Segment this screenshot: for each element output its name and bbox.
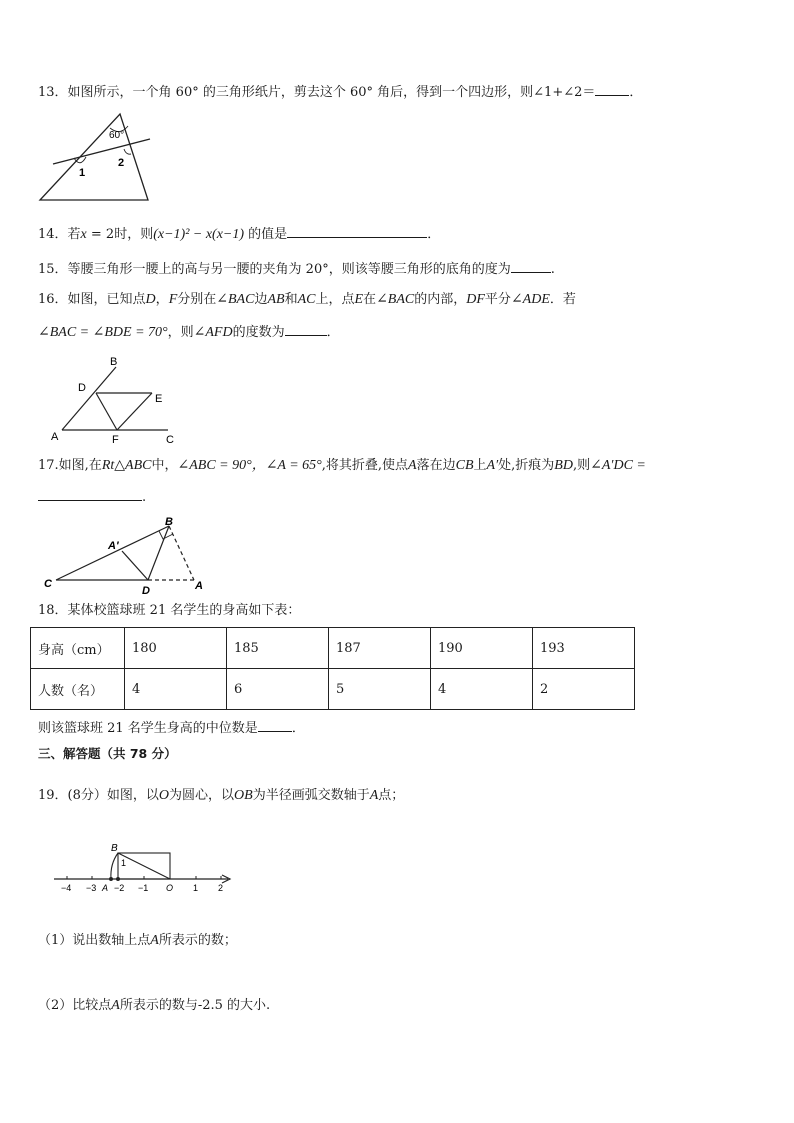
q17-line2: . [38,488,146,507]
q17-line-ApD [122,551,148,580]
table-row [31,628,635,669]
tick-label: 1 [193,883,199,893]
arc-from-B [111,853,118,879]
tick-label: −4 [61,883,72,893]
tick-label: −2 [114,883,125,893]
q17-line-CB [56,526,169,580]
q13-label-1: 1 [79,167,86,179]
q19-part1: （1）说出数轴上点A所表示的数； [38,933,237,948]
table-header-count: 人数（名） [31,669,125,710]
q17-label-A: A [195,580,203,592]
table-cell: 2 [533,669,635,710]
q16-label-F: F [112,434,119,446]
table-cell: 185 [227,628,329,669]
tick-label: 2 [218,883,224,893]
q14-expression: (x−1)² − x(x−1) [153,227,245,242]
table-cell: 5 [329,669,431,710]
point-m2-dot [116,877,120,881]
q18-question: 则该篮球班 21 名学生身高的中位数是 ． [38,721,305,736]
q18-text: 18．某体校篮球班 21 名学生的身高如下表： [38,603,301,618]
q14-answer-blank[interactable] [287,225,427,238]
q16-condition: ∠BAC = ∠BDE = 70° [38,325,168,340]
q17-label-Ap: A′ [108,540,119,552]
q17-line1: 17.如图,在Rt△ABC中，∠ABC = 90°，∠A = 65°,将其折叠,使点A落在边CB上A′处,折痕为BD,则∠A′DC = [38,458,646,473]
tick-label-O: O [166,883,174,893]
tick-label-A: A [102,883,109,893]
q13-label-60: 60° [109,130,125,141]
table-header-height: 身高（cm） [31,628,125,669]
q19-text: 19．(8分）如图，以O为圆心，以OB为半径画弧交数轴于A点； [38,788,405,803]
q17-condition: ∠ABC = 90°，∠A = 65° [177,458,322,473]
q16-label-C: C [166,434,174,446]
q13-answer-blank[interactable] [595,83,629,96]
table-cell: 4 [431,669,533,710]
q15-text: 15．等腰三角形一腰上的高与另一腰的夹角为 20°，则该等腰三角形的底角的度为 . [38,262,555,277]
q16-line2: ∠BAC = ∠BDE = 70°，则∠AFD的度数为 ． [38,325,340,340]
q16-label-A: A [51,431,59,443]
q17-figure [42,514,212,596]
q19-number-line-figure [50,838,240,896]
q17-label-B: B [165,516,173,528]
q16-line-EF [117,393,152,430]
label-1: 1 [121,858,127,868]
q16-label-E: E [155,393,163,405]
q13-stem: 13．如图所示，一个角 60° 的三角形纸片，剪去这个 60° 角后，得到一个四边形，则∠1+∠2＝ [38,85,596,100]
q19-part2: （2）比较点A所表示的数与-2.5 的大小. [38,998,271,1013]
q13-text: 13．如图所示，一个角 60° 的三角形纸片，剪去这个 60° 角后，得到一个四边形，则∠1+∠2＝ ． [38,85,643,100]
table-cell: 6 [227,669,329,710]
q16-line-AB [62,367,116,430]
tick-label: −1 [138,883,149,893]
q14-text: 14．若x = 2时，则(x−1)² − x(x−1) 的值是 ． [38,227,441,242]
q17-label-C: C [44,578,52,590]
q16-answer-blank[interactable] [285,323,327,336]
q16-line1: 16．如图，已知点D，F分别在∠BAC边AB和AC上，点E在∠BAC的内部，DF平分∠ADE．若 [38,292,576,307]
q13-arc-2 [124,149,131,154]
q17-label-D: D [142,585,150,597]
q16-figure [48,353,183,445]
q16-label-D: D [78,382,86,394]
q13-label-2: 2 [118,157,125,169]
table-row [31,669,635,710]
q13-figure [38,112,153,204]
q13-triangle [40,114,148,200]
point-A-dot [109,877,113,881]
table-cell: 193 [533,628,635,669]
q15-answer-blank[interactable] [511,260,551,273]
q18-height-table [30,627,635,710]
table-cell: 187 [329,628,431,669]
table-cell: 190 [431,628,533,669]
q17-answer-blank[interactable] [38,488,142,501]
section-three-heading: 三、解答题（共 78 分） [38,746,177,761]
label-B: B [111,843,118,854]
q16-label-B: B [110,356,118,368]
table-cell: 180 [125,628,227,669]
table-cell: 4 [125,669,227,710]
q18-answer-blank[interactable] [258,719,292,732]
q16-line-DF [96,393,117,430]
tick-label: −3 [86,883,97,893]
